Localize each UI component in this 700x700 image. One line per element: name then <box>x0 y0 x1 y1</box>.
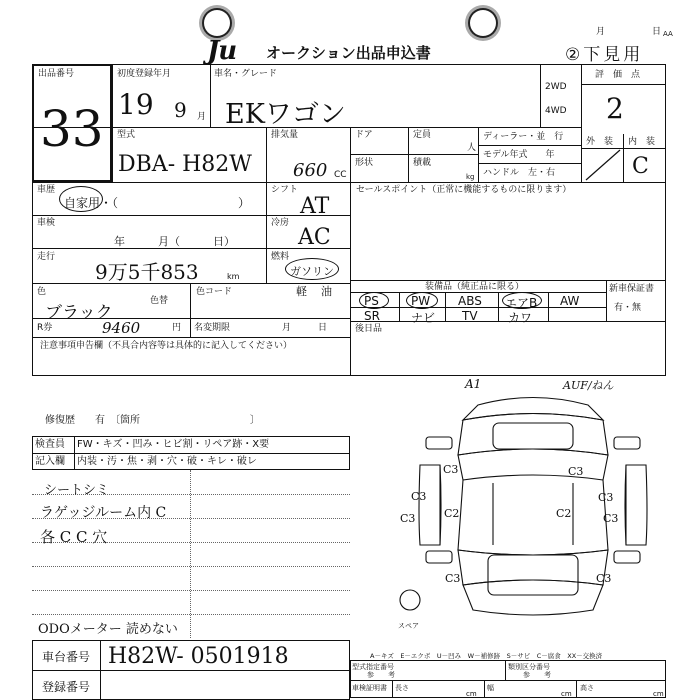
record-label: 記入欄 <box>35 456 65 467</box>
punch-hole-left <box>204 10 230 36</box>
mark-c3-g: C3 <box>598 491 614 504</box>
name-grade-value: EKワゴン <box>225 99 346 130</box>
class-ref: 参 考 <box>523 671 551 679</box>
name-change-label: 名変期限 <box>194 323 231 333</box>
color-change-label: 色替 <box>150 296 169 306</box>
lot-no-label: 出品番号 <box>38 69 75 79</box>
color-label: 色 <box>37 287 47 297</box>
car-diagram <box>398 385 668 635</box>
note-3: 各 C C 穴 <box>40 528 108 546</box>
shift-label: シフト <box>271 185 299 195</box>
color-value: ブラック <box>45 303 113 323</box>
model-value: DBA- H82W <box>118 152 252 177</box>
mark-c3-e: C3 <box>596 572 612 585</box>
inspection-label: 車検 <box>37 218 56 228</box>
ju-logo: Ju <box>207 36 237 66</box>
office-label: ②下見用 <box>565 45 644 65</box>
cc-unit: CC <box>334 170 347 180</box>
color-code-label: 色コード <box>196 287 233 297</box>
equip-aw: AW <box>560 294 580 308</box>
score-value: 2 <box>606 92 624 125</box>
warranty-value: 有・無 <box>614 303 642 313</box>
spare-label: スペア <box>398 622 419 630</box>
mark-c3-b: C3 <box>400 512 416 525</box>
dealer-label: ディーラー・並 行 <box>483 132 564 142</box>
airbag-circle <box>502 292 542 309</box>
doors-label: ドア <box>355 130 373 140</box>
equip-leather: カワ <box>508 311 533 325</box>
model-label: 型式 <box>117 130 136 140</box>
mark-a1: A1 <box>465 377 482 391</box>
page-title: オークション出品申込書 <box>266 44 431 62</box>
lot-no-value: 33 <box>40 100 104 158</box>
fuel-circle <box>285 258 339 280</box>
yen-unit: 円 <box>172 323 182 333</box>
name-change-value: 月 日 <box>282 323 328 333</box>
pw-circle <box>406 292 438 309</box>
chassis-value: H82W- 0501918 <box>108 644 289 669</box>
first-reg-month: 9 <box>174 98 187 122</box>
note-1: シートシミ <box>44 483 110 498</box>
mark-auf: AUF/ねん <box>563 379 614 392</box>
ps-circle <box>359 292 389 309</box>
displacement-value: 660 <box>293 160 328 181</box>
fuel-light: 軽 <box>296 285 307 298</box>
usage-circle <box>59 186 103 212</box>
date-suffix: AA <box>663 30 673 38</box>
shape-label: 形状 <box>355 158 374 168</box>
notice-label: 注意事項申告欄（不具合内容等は具体的に記入してください） <box>40 341 293 351</box>
persons-unit: 人 <box>467 143 477 153</box>
equipment-label: 装備品（純正品に限る） <box>425 282 525 292</box>
width-label: 幅 <box>487 684 494 692</box>
equip-ps: PS <box>364 294 379 308</box>
first-reg-label: 初度登録年月 <box>117 69 172 79</box>
mileage-label: 走行 <box>37 252 56 262</box>
length-cm: cm <box>466 690 477 698</box>
aircon-label: 冷房 <box>271 218 290 228</box>
inspector-line: FW・キズ・凹み・ヒビ割・リペア跡・X要 <box>77 439 270 450</box>
repair-label: 修復歴 有 〔箇所 〕 <box>45 415 260 426</box>
later-docs-label: 後日品 <box>355 324 383 334</box>
score-label: 評 価 点 <box>595 70 641 80</box>
equip-abs: ABS <box>458 294 482 308</box>
equip-airbag: エアB <box>505 296 538 310</box>
class-label: 類別区分番号 <box>508 663 550 671</box>
usage-value: 自家用・（ ） <box>64 196 251 210</box>
odo-note: ODOメーター 読めない <box>38 622 178 637</box>
fuel-gas: ガソリン <box>290 265 334 278</box>
usage-label: 車歴 <box>37 185 56 195</box>
length-label: 長さ <box>395 684 409 692</box>
punch-hole-right <box>470 10 496 36</box>
first-reg-year: 19 <box>118 88 154 121</box>
inspection-value: 年 月（ 日） <box>114 235 235 248</box>
first-reg-month-unit: 月 <box>197 112 207 122</box>
sales-point-label: セールスポイント（正常に機能するものに限ります） <box>356 185 572 195</box>
mark-c3-c: C3 <box>603 512 619 525</box>
recycle-label: R券 <box>37 323 53 333</box>
interior-label: 内 装 <box>628 137 656 147</box>
mark-c2-a: C2 <box>444 507 460 520</box>
damage-legend: A－キズ E－エクボ U－凹み W－補修跡 S－サビ C－腐食 XX－交換済 <box>370 652 603 660</box>
drive-4wd: 4WD <box>545 106 567 116</box>
height-label: 高さ <box>580 684 594 692</box>
warranty-label: 新車保証書 <box>609 284 655 294</box>
shift-value: AT <box>300 194 330 219</box>
equip-tv: TV <box>462 309 478 323</box>
aircon-value: AC <box>298 225 331 250</box>
mark-c3-d: C3 <box>445 572 461 585</box>
date-month-label: 月 <box>596 27 606 37</box>
name-grade-label: 車名・グレード <box>214 69 278 79</box>
date-day-label: 日 <box>652 27 662 37</box>
exterior-slash <box>582 148 624 182</box>
load-label: 積載 <box>413 158 432 168</box>
inspector-label: 検査員 <box>35 439 65 450</box>
mark-c2-b: C2 <box>556 507 572 520</box>
mark-c3-a: C3 <box>443 463 459 476</box>
record-line: 内装・汚・焦・剥・穴・破・キレ・破レ <box>77 456 257 467</box>
mileage-value: 9万5千853 <box>95 260 199 284</box>
width-cm: cm <box>561 690 572 698</box>
capacity-label: 定員 <box>413 130 432 140</box>
exterior-label: 外 装 <box>586 137 614 147</box>
equip-sr: SR <box>364 309 380 323</box>
kg-unit: kg <box>466 173 475 181</box>
mark-c3-h: C3 <box>411 490 427 503</box>
height-cm: cm <box>653 690 664 698</box>
equip-navi: ナビ <box>411 311 436 325</box>
model-year-label: モデル年式 年 <box>483 150 555 160</box>
handle-label: ハンドル 左・右 <box>483 168 556 178</box>
km-unit: km <box>227 272 240 281</box>
fuel-oil: 油 <box>321 285 332 298</box>
note-2: ラゲッジルーム内 C <box>40 505 167 521</box>
mark-c3-f: C3 <box>568 465 584 478</box>
displacement-label: 排気量 <box>271 130 299 140</box>
size-label: 車検証明書 <box>352 684 387 692</box>
spec-label: 型式指定番号 <box>352 663 394 671</box>
reg-no-label: 登録番号 <box>42 680 91 694</box>
interior-grade: C <box>632 154 649 179</box>
spec-ref: 参 考 <box>367 671 395 679</box>
fuel-label: 燃料 <box>271 252 290 262</box>
chassis-label: 車台番号 <box>42 650 91 664</box>
drive-2wd: 2WD <box>545 82 567 92</box>
equip-pw: PW <box>411 294 431 308</box>
recycle-value: 9460 <box>102 319 141 337</box>
